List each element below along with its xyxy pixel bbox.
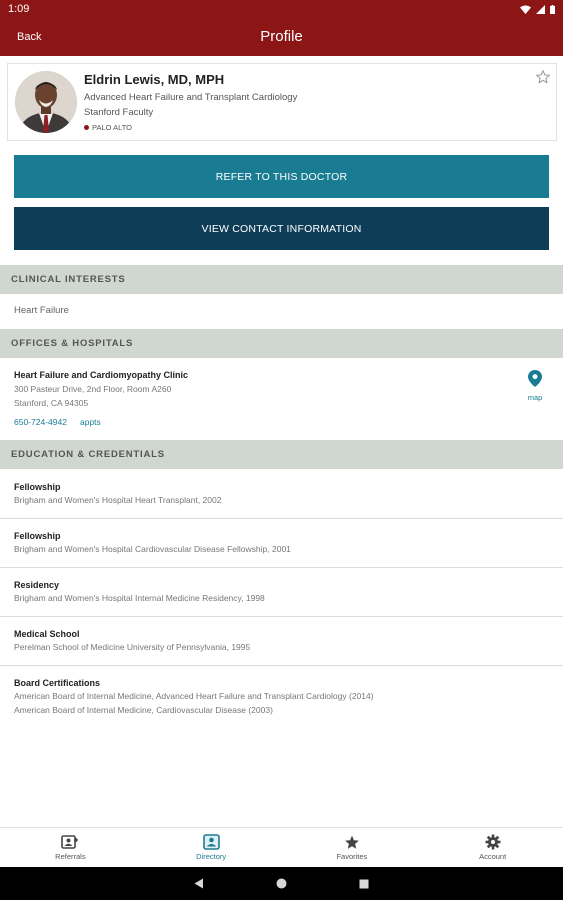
office-phone-link[interactable]: 650-724-4942 [14, 417, 67, 427]
education-item-title: Fellowship [14, 531, 61, 541]
education-item [0, 470, 563, 519]
education-item [0, 666, 563, 724]
education-item-title: Fellowship [14, 482, 61, 492]
education-item [0, 568, 563, 617]
profile-card [7, 63, 557, 141]
status-bar [0, 0, 563, 18]
system-nav-bar [0, 867, 563, 900]
map-pin-icon [528, 370, 542, 387]
view-contact-button[interactable]: VIEW CONTACT INFORMATION [14, 207, 549, 250]
education-header: EDUCATION & CREDENTIALS [0, 440, 563, 469]
education-item-title: Board Certifications [14, 678, 101, 688]
star-icon [344, 835, 360, 850]
clinical-interest-item: Heart Failure [14, 305, 69, 316]
location-dot-icon [84, 125, 89, 130]
education-item [0, 519, 563, 568]
clinical-interests-header: CLINICAL INTERESTS [0, 265, 563, 294]
education-item-detail: American Board of Internal Medicine, Cardiovascular Disease (2003) [14, 705, 273, 715]
education-item-title: Residency [14, 580, 60, 590]
education-item [0, 617, 563, 666]
doctor-location [84, 123, 132, 132]
doctor-name: Eldrin Lewis, MD, MPH [84, 72, 225, 87]
refer-button[interactable]: REFER TO THIS DOCTOR [14, 155, 549, 198]
battery-icon [550, 5, 555, 14]
nav-referrals[interactable] [0, 828, 141, 867]
back-triangle-icon[interactable] [194, 878, 204, 889]
bottom-nav [0, 827, 563, 867]
status-time: 1:09 [8, 3, 30, 15]
back-button[interactable]: Back [17, 31, 42, 43]
education-item-detail: Brigham and Women's Hospital Heart Transplant, 2002 [14, 495, 222, 505]
office-address-line1: 300 Pasteur Drive, 2nd Floor, Room A260 [14, 384, 172, 394]
referrals-icon [61, 835, 79, 850]
nav-referrals-label: Referrals [55, 851, 86, 861]
education-item-detail: Brigham and Women's Hospital Internal Medicine Residency, 1998 [14, 593, 265, 603]
education-item-detail: Perelman School of Medicine University of Pennsylvania, 1995 [14, 642, 251, 652]
office-name: Heart Failure and Cardiomyopathy Clinic [14, 370, 189, 380]
office-address-line2: Stanford, CA 94305 [14, 398, 89, 408]
nav-directory[interactable] [141, 828, 282, 867]
page-title: Profile [260, 28, 303, 45]
education-item-title: Medical School [14, 629, 80, 639]
gear-icon [485, 834, 501, 850]
nav-favorites[interactable] [282, 828, 423, 867]
map-label: map [527, 393, 543, 402]
nav-favorites-label: Favorites [336, 851, 368, 861]
status-icons [520, 5, 555, 14]
directory-icon [203, 834, 220, 850]
education-item-detail: American Board of Internal Medicine, Advanced Heart Failure and Transplant Cardiology (2014) [14, 691, 374, 701]
signal-icon [536, 5, 545, 14]
doctor-specialty: Advanced Heart Failure and Transplant Cardiology [84, 92, 298, 103]
location-label: PALO ALTO [92, 123, 133, 132]
education-item-detail: Brigham and Women's Hospital Cardiovascular Disease Fellowship, 2001 [14, 544, 291, 554]
home-circle-icon[interactable] [276, 878, 287, 889]
map-button[interactable] [522, 370, 548, 402]
nav-directory-label: Directory [196, 852, 227, 861]
office-appts-link[interactable]: appts [80, 417, 101, 427]
nav-account-label: Account [479, 852, 507, 861]
doctor-avatar [15, 71, 77, 133]
offices-header: OFFICES & HOSPITALS [0, 329, 563, 358]
app-bar [0, 18, 563, 56]
doctor-faculty: Stanford Faculty [84, 107, 154, 118]
wifi-icon [520, 5, 531, 14]
favorite-star-icon[interactable] [535, 69, 551, 85]
recents-square-icon[interactable] [359, 879, 369, 889]
nav-account[interactable] [422, 828, 563, 867]
